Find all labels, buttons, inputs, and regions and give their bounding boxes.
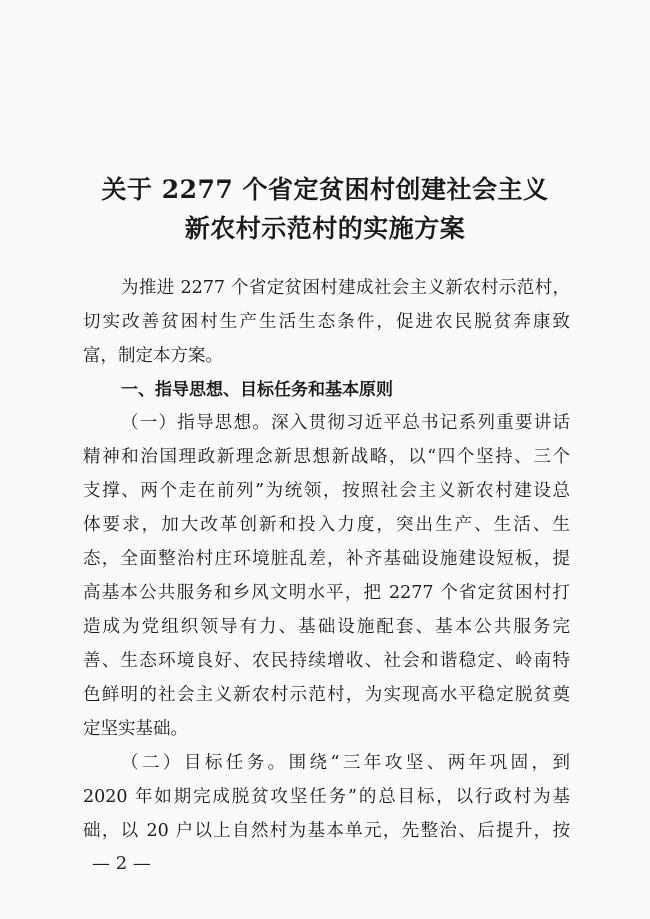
intro-line-1: 为推进 2277 个省定贫困村建成社会主义新农村示范村， bbox=[121, 278, 570, 298]
para1-line-10: 定坚实基础。 bbox=[83, 719, 188, 739]
document-title-line-1: 关于 2277 个省定贫困村创建社会主义 bbox=[101, 175, 549, 204]
page-number: — 2 — bbox=[92, 853, 151, 874]
para2-line-1: （二）目标任务。围绕“三年攻坚、两年巩固，到 bbox=[121, 753, 570, 773]
para1-line-6: 高基本公共服务和乡风文明水平，把 2277 个省定贫困村打 bbox=[83, 583, 570, 603]
para2-line-2: 2020 年如期完成脱贫攻坚任务”的总目标，以行政村为基 bbox=[83, 787, 570, 807]
para1-line-1: （一）指导思想。深入贯彻习近平总书记系列重要讲话 bbox=[121, 413, 570, 433]
para1-line-5: 态，全面整治村庄环境脏乱差，补齐基础设施建设短板，提 bbox=[83, 549, 570, 569]
para1-line-9: 色鲜明的社会主义新农村示范村，为实现高水平稳定脱贫奠 bbox=[83, 685, 570, 705]
intro-line-2: 切实改善贫困村生产生活生态条件，促进农民脱贫奔康致 bbox=[83, 312, 570, 332]
section-heading: 一、指导思想、目标任务和基本原则 bbox=[121, 380, 393, 400]
para1-line-2: 精神和治国理政新理念新思想新战略，以“四个坚持、三个 bbox=[83, 447, 570, 467]
para2-line-3: 础，以 20 户以上自然村为基本单元，先整治、后提升，按 bbox=[83, 821, 570, 841]
para1-line-8: 善、生态环境良好、农民持续增收、社会和谐稳定、岭南特 bbox=[83, 651, 570, 671]
document-title-line-2: 新农村示范村的实施方案 bbox=[184, 214, 466, 243]
para1-line-3: 支撑、两个走在前列”为统领，按照社会主义新农村建设总 bbox=[83, 481, 570, 501]
para1-line-7: 造成为党组织领导有力、基础设施配套、基本公共服务完 bbox=[83, 617, 570, 637]
para1-line-4: 体要求，加大改革创新和投入力度，突出生产、生活、生 bbox=[83, 515, 570, 535]
intro-line-3: 富，制定本方案。 bbox=[83, 346, 223, 366]
